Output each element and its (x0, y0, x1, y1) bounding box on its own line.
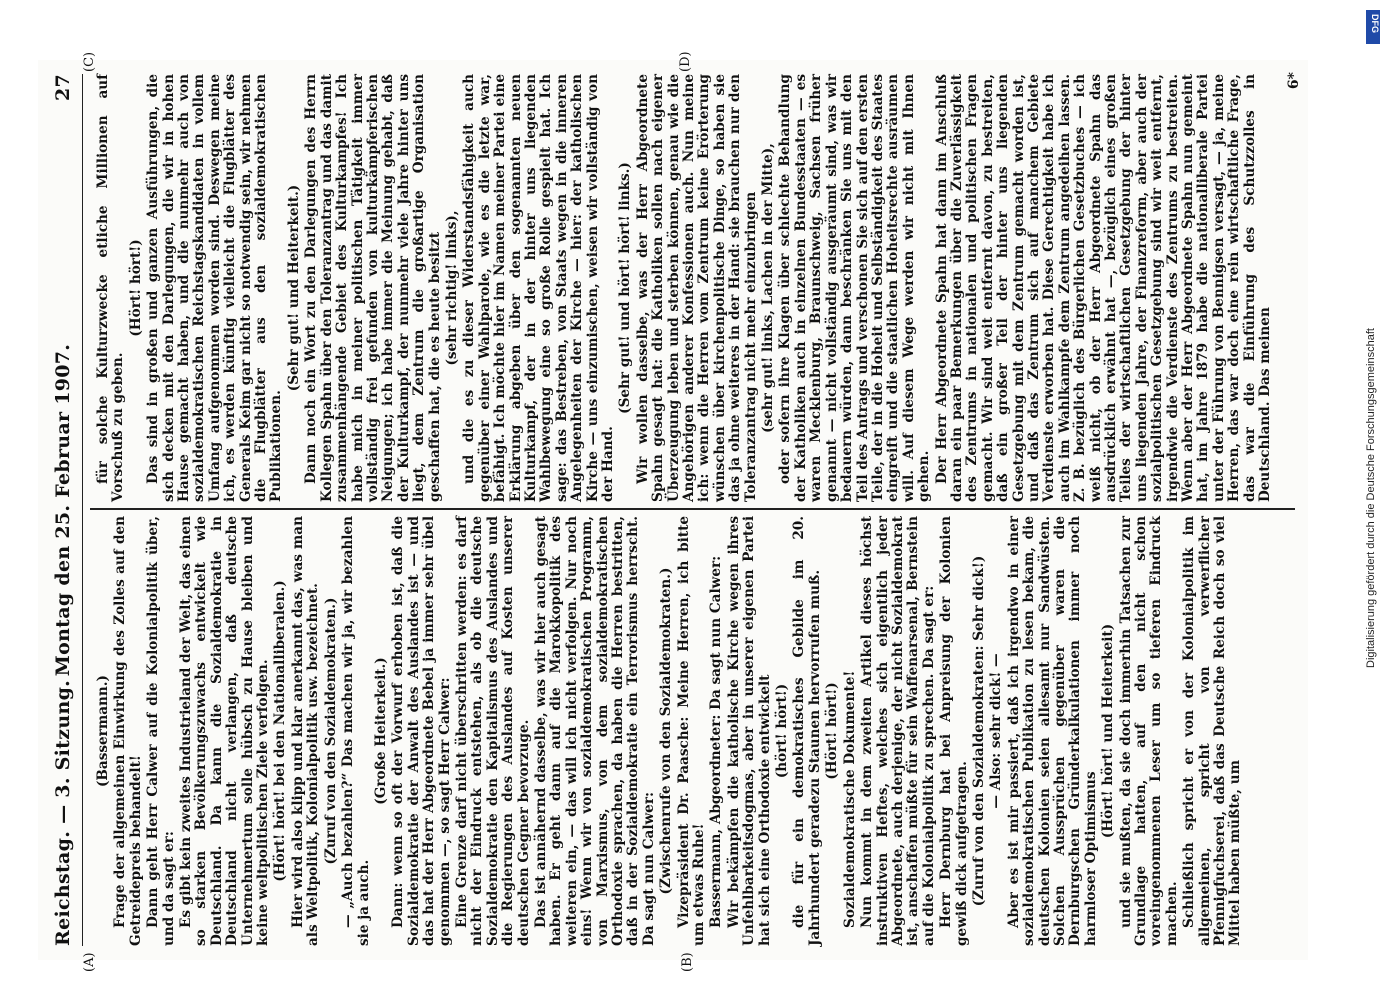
paragraph: Sozialdemokratische Dokumente! (841, 670, 858, 928)
interjection: (Hört! hört! bei den Nationalliberalen.) (272, 580, 289, 882)
running-header (46, 74, 83, 946)
text-column-left (96, 516, 1291, 946)
paragraph: Dann geht Herr Calwer auf die Kolonialpolitik über, und da sagt er: (145, 516, 177, 946)
paragraph: die für ein demokratisches Gebilde im 20. Jahrhundert geradezu Staunen hervorrufen muß. (791, 516, 823, 946)
signature-mark: 6* (1286, 72, 1302, 90)
paragraph: oder sofern ihre Klagen über schlechte Behandlung der Katholiken auch in einzelnen Bundesstaaten — es waren Mecklenburg, Braunschweig, Sachsen früher genannt — nicht vollständig ausgeräumt sind, was wir bedauern würden, dann beschränken Sie uns mit den Teil des Antrags und verschonen Sie sich auf den ersten Teile, der in die Hoheit und Selbständigkeit des Staates eingreift und die staatlichen Hoheitsrechte ausräumen will. Auf diesem Wege werden wir nicht mit Ihnen gehen. (777, 74, 933, 502)
page-frame (38, 51, 1308, 972)
paragraph: Herr Dernburg hat bei Anpreisung der Kolonien gewiß dick aufgetragen. (938, 516, 970, 946)
interjection: (Zuruf von den Sozialdemokraten: Sehr dick!) (970, 555, 987, 907)
header-left: Reichstag. — 3. Sitzung. (52, 679, 74, 946)
interjection: (Sehr gut! und hört! hört! links.) (617, 162, 634, 414)
margin-mark-d: (D) (678, 51, 693, 72)
paragraph: Schließlich spricht er von der Kolonialpolitik im allgemeinen, spricht von verwerflicher Pfennigfuchserei, daß das Deutsche Reich doch so viel Mittel haben müßte, um (1181, 516, 1244, 946)
interjection: (Große Heiterkeit.) (372, 657, 389, 805)
paragraph: Wir bekämpfen die katholische Kirche wegen ihres Unfehlbarkeitsdogmas, aber in unserer eigenen Partei hat sich eine Orthodoxie entwickelt (725, 516, 773, 946)
paragraph: Bassermann, Abgeordneter: Da sagt nun Calwer: (708, 555, 725, 928)
interjection: (Hört! hört! und Heiterkeit) (1100, 623, 1117, 839)
paragraph: Es gibt kein zweites Industrieland der Welt, das einen so starken Bevölkerungszuwachs entwickelt wie Deutschland. Da kann die Sozialdemokratie in Deutschland nicht verlangen, daß deutsche Unternehmertum solle hübsch zu Hause bleiben und keine weltpolitischen Ziele verfolgen. (178, 516, 272, 946)
paragraph: Das sind in großen und ganzen Ausführungen, die sich decken mit den Darlegungen, die wir in hohen Hause gemacht haben, und die nunmehr auch von sozialdemokratischen Reichstagskandidaten in vollem Umfang aufgenommen worden sind. Deswegen meine ich, es werden künftig vielleicht die Flugblätter des Generals Keim gar nicht so notwendig sein, wir nehmen die Flugblätter aus den sozialdemokratischen Publikationen. (145, 74, 285, 502)
paragraph: Nun kommt in dem zweiten Artikel dieses höchst instruktiven Heftes, welches sich eigentlich jeder Abgeordnete, auch derjenige, der nicht Sozialdemokrat ist, anschaffen müßte für sein Waffenarsenal, Bernstein auf die Kolonialpolitik zu sprechen. Da sagt er: (859, 516, 937, 946)
scanned-page (38, 51, 1308, 972)
dfg-logo-text: DFG (1370, 14, 1380, 33)
paragraph: Dann noch ein Wort zu den Darlegungen des Herrn Kollegen Spahn über den Toleranzantrag und das damit zusammenhängende Gebiet des Kulturkampfes! Ich habe mich in meiner politischen Tätigkeit immer vollständig frei gefunden von kulturkämpferischen Neigungen; ich habe immer die Meinung gehabt, daß der Kulturkampf, der nunmehr viele Jahre hinter uns liegt, dem Zentrum die großartige Organisation geschaffen hat, die es heute besitzt (303, 74, 443, 502)
margin-mark-b: (B) (680, 952, 695, 972)
interjection: (Hört! hört!) (824, 682, 841, 780)
interjection: — Also: sehr dick! — (988, 653, 1005, 809)
funding-strip (1362, 8, 1380, 668)
text-column-right (96, 74, 1291, 502)
interjection: (Zwischenrufe von den Sozialdemokraten.) (658, 567, 675, 895)
column-divider (90, 509, 1295, 511)
interjection: (Hört! hört!) (127, 239, 144, 337)
interjection: (Sehr gut! und Heiterkeit.) (285, 184, 302, 392)
header-date: Montag den 25. Februar 1907. (52, 343, 74, 677)
paragraph: Wir wollen dasselbe, was der Herr Abgeordnete Spahn gesagt hat: die Katholiken sollen nach eigener Überzeugung leben und sterben können, genau wie die Angehörigen anderer Konfessionen auch. Nun meine ich: wenn die Herren vom Zentrum keine Erörterung wünschen über kirchenpolitische Dinge, so haben sie das ja ohne weiteres in der Hand: sie brauchen nur den Toleranzantrag nicht mehr einzubringen (634, 74, 759, 502)
paragraph: Frage der allgemeinen Einwirkung des Zolles auf den Getreidepreis behandelt! (112, 516, 144, 946)
paragraph: Vizepräsident Dr. Paasche: Meine Herren, ich bitte um etwas Ruhe! (675, 516, 708, 946)
margin-mark-c: (C) (82, 51, 97, 72)
paragraph: Dann: wenn so oft der Vorwurf erhoben ist, daß die Sozialdemokratie der Anwalt des Auslandes ist — und das hat der Herr Abgeordnete Bebel ja immer sehr übel genommen —, so sagt Herr Calwer: (390, 516, 453, 946)
paragraph: Aber es ist mir passiert, daß ich irgendwo in einer sozialdemokratischen Publikation zu lesen bekam, die deutschen Kolonien seien allesamt nur Sandwüsten. Solchen Aussprüchen gegenüber waren die Dernburgschen Gründerkalkulationen immer noch harmloser Optimismus (1005, 516, 1099, 946)
margin-mark-a: (A) (82, 952, 97, 972)
paragraph: und die es zu dieser Widerstandsfähigkeit auch gegenüber einer Wahlparole, wie es die letzte war, befähigt. Ich möchte hier im Namen meiner Partei eine Erklärung abgeben über den sogenannten neuen Kulturkampf, der in der hinter uns liegenden Wahlbewegung eine so große Rolle gespielt hat. Ich sage: das Bestreben, von Staats wegen in die inneren Angelegenheiten der Kirche — hier: der katholischen Kirche — uns einzumischen, weisen wir vollständig von der Hand. (461, 74, 616, 502)
paragraph: für solche Kulturzwecke etliche Millionen auf Vorschuß zu geben. (95, 74, 127, 502)
interjection: (Zuruf von den Sozialdemokraten.) (322, 597, 339, 865)
interjection: (sehr gut! links, Lachen in der Mitte), (760, 143, 777, 433)
paragraph: Der Herr Abgeordnete Spahn hat dann im Anschluß daran ein paar Bemerkungen über die Zuverlässigkeit des Zentrums in nationalen und politischen Fragen gemacht. Wir sind weit entfernt davon, zu bestreiten, daß ein großer Teil der hinter uns liegenden Gesetzgebung mit dem Zentrum gemacht worden ist, und daß das Zentrum sich auf manchem Gebiete Verdienste erworben hat. Diese Gerechtigkeit habe ich auch im Wahlkampfe dem Zentrum angedeihen lassen. Z. B. bezüglich des Bürgerlichen Gesetzbuches — ich weiß nicht, ob der Herr Abgeordnete Spahn das ausdrücklich erwähnt hat —, bezüglich eines großen Teiles der wirtschaftlichen Gesetzgebung der hinter uns liegenden Jahre, der Finanzreform, aber auch der sozialpolitischen Gesetzgebung sind wir weit entfernt, irgendwie die Verdienste des Zentrums zu bestreiten. Wenn aber der Herr Abgeordnete Spahn nun gemeint hat, im Jahre 1879 habe die nationalliberale Partei unter der Führung von Bennigsen versagt, — ja, meine Herren, das war doch eine rein wirtschaftliche Frage, das war die Einführung des Schutzzolles in Deutschland. Das meinen (933, 74, 1274, 502)
interjection: (Bassermann.) (95, 675, 111, 787)
paragraph: Hier wird also klipp und klar anerkannt das, was man als Weltpolitik, Kolonialpolitik usw. bezeichnet. (289, 516, 322, 946)
paragraph: — „Auch bezahlen?“ Das machen wir ja, wir bezahlen sie ja auch. (340, 516, 372, 946)
interjection: (sehr richtig! links), (443, 210, 460, 366)
paragraph: Das ist annähernd dasselbe, was wir hier auch gesagt haben. Er geht dann auf die Marokkopolitik des weiteren ein, — das will ich nicht verfolgen. Nur noch eins! Wenn wir von sozialdemokratischen Programm, von Marxismus, von dem sozialdemokratischen Orthodoxie sprachen, da haben die Herren bestritten, daß in der Sozialdemokratie ein Terrorismus herrscht. Da sagt nun Calwer: (532, 516, 657, 946)
dfg-logo-icon (1366, 10, 1380, 44)
page-number: 27 (52, 74, 74, 102)
paragraph: und sie mußten, da sie doch immerhin Tatsachen zur Grundlage hatten, auf den nicht schon voreingenommenen Leser um so tieferen Eindruck machen. (1117, 516, 1180, 946)
interjection: (hört! hört!) (774, 683, 791, 779)
funding-note: Digitalisierung gefördert durch die Deutsche Forschungsgemeinschaft (1365, 328, 1377, 668)
paragraph: Eine Grenze darf nicht überschritten werden: es darf nicht der Eindruck entstehen, als ob die deutsche Sozialdemokratie den Kapitalismus des Auslandes und die Regierungen des Auslandes auf Kosten unserer deutschen Gegner bevorzuge. (453, 516, 532, 946)
